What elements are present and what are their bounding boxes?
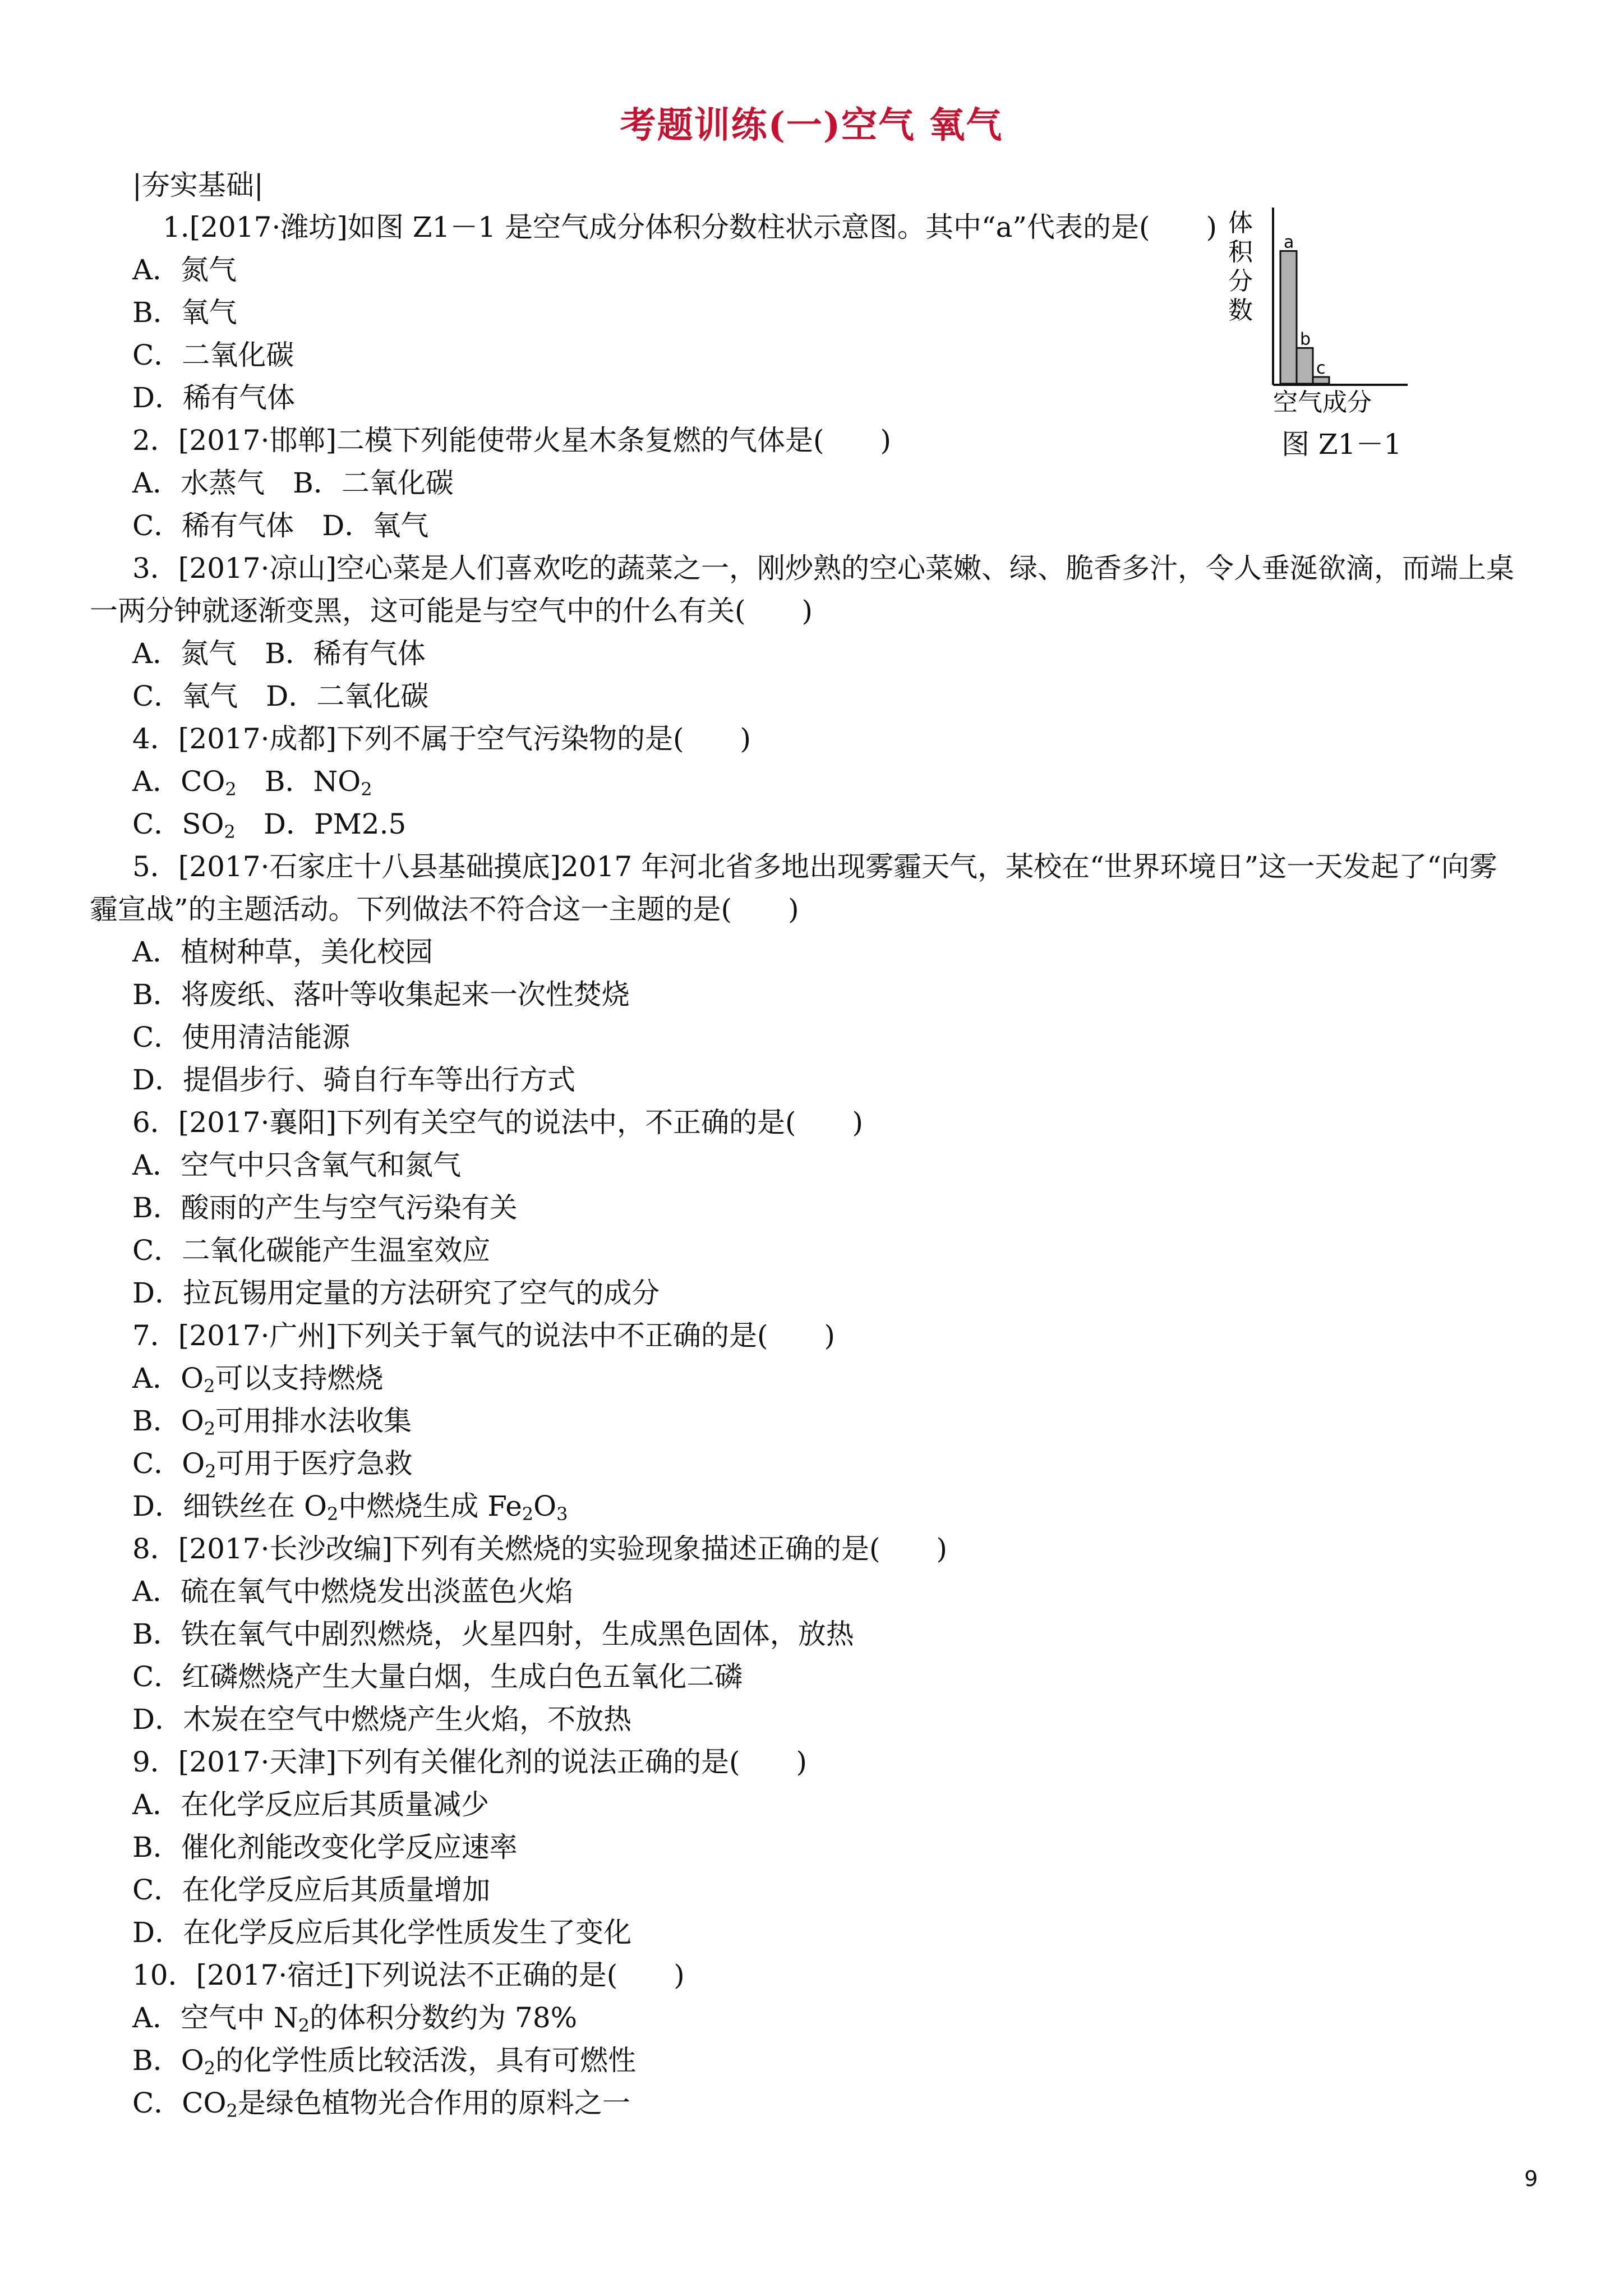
question-1-option-a: A．氮气 xyxy=(132,254,237,286)
question-5-option-a: A．植树种草，美化校园 xyxy=(132,936,434,968)
question-7-option-b: B．$O_2$可用排水法收集 xyxy=(132,1405,412,1439)
question-4-options-ab: A．$CO_2$ B．$NO_2$ xyxy=(132,765,372,800)
chart-bar-label-b: b xyxy=(1300,329,1311,349)
question-2-options-ab: A．水蒸气 B．二氧化碳 xyxy=(132,467,454,499)
question-2-options-cd: C．稀有气体 D．氧气 xyxy=(132,509,429,542)
question-1-option-b: B．氧气 xyxy=(132,296,237,329)
chart-ylabel xyxy=(1228,209,1253,325)
question-6-option-b: B．酸雨的产生与空气污染有关 xyxy=(132,1191,518,1224)
question-3-stem-line-1: 3．[2017·凉山]空心菜是人们喜欢吃的蔬菜之一，刚炒熟的空心菜嫩、绿、脆香多汁，令人垂涎欲滴，而端上桌 xyxy=(132,552,1514,585)
question-1-option-d: D．稀有气体 xyxy=(132,381,296,414)
question-9-option-b: B．催化剂能改变化学反应速率 xyxy=(132,1831,518,1864)
question-8-option-d: D．木炭在空气中燃烧产生火焰，不放热 xyxy=(132,1703,632,1736)
question-7-option-a: A．$O_2$可以支持燃烧 xyxy=(132,1362,384,1397)
question-8-option-b: B．铁在氧气中剧烈燃烧，火星四射，生成黑色固体，放热 xyxy=(132,1618,854,1650)
question-10-stem: 10．[2017·宿迁]下列说法不正确的是( ) xyxy=(132,1959,685,1991)
chart-ylabel-char: 体 xyxy=(1228,209,1253,237)
page-title: 考题训练(一)空气 氧气 xyxy=(620,104,1003,146)
chart-bar-a xyxy=(1280,251,1297,384)
page-number: 9 xyxy=(1524,2166,1538,2191)
question-10-option-b: B．$O_2$的化学性质比较活泼，具有可燃性 xyxy=(132,2044,637,2079)
question-5-stem-line-1: 5．[2017·石家庄十八县基础摸底]2017 年河北省多地出现雾霾天气，某校在“世界环境日”这一天发起了“向雾 xyxy=(132,850,1497,883)
question-8-option-a: A．硫在氧气中燃烧发出淡蓝色火焰 xyxy=(132,1575,574,1608)
chart-bar-label-c: c xyxy=(1316,358,1326,378)
question-3-options-cd: C．氧气 D．二氧化碳 xyxy=(132,680,429,712)
question-9-option-c: C．在化学反应后其质量增加 xyxy=(132,1874,491,1906)
air-composition-bar-chart xyxy=(1223,208,1413,415)
chart-ylabel-char: 积 xyxy=(1228,238,1253,266)
question-10-option-c: C．$CO_2$是绿色植物光合作用的原料之一 xyxy=(132,2087,630,2122)
chart-ylabel-char: 分 xyxy=(1228,267,1253,296)
chart-ylabel-char: 数 xyxy=(1228,296,1253,325)
question-6-option-d: D．拉瓦锡用定量的方法研究了空气的成分 xyxy=(132,1277,660,1309)
chart-bar-b xyxy=(1297,348,1313,384)
question-8-stem: 8．[2017·长沙改编]下列有关燃烧的实验现象描述正确的是( ) xyxy=(132,1533,947,1565)
question-7-option-d: D．细铁丝在 $O_2$中燃烧生成 $Fe_2O_3$ xyxy=(132,1490,568,1525)
question-5-option-d: D．提倡步行、骑自行车等出行方式 xyxy=(132,1064,576,1096)
question-3-options-ab: A．氮气 B．稀有气体 xyxy=(132,637,426,670)
chart-bar-label-a: a xyxy=(1284,232,1294,252)
question-4-stem: 4．[2017·成都]下列不属于空气污染物的是( ) xyxy=(132,723,751,755)
question-6-stem: 6．[2017·襄阳]下列有关空气的说法中，不正确的是( ) xyxy=(132,1106,863,1139)
question-6-option-a: A．空气中只含氧气和氮气 xyxy=(132,1149,462,1181)
chart-xlabel: 空气成分 xyxy=(1273,388,1372,415)
question-10-option-a: A．空气中 $N_2$的体积分数约为 78% xyxy=(132,2001,578,2036)
question-6-option-c: C．二氧化碳能产生温室效应 xyxy=(132,1234,491,1267)
question-7-option-c: C．$O_2$可用于医疗急救 xyxy=(132,1447,413,1482)
question-7-stem: 7．[2017·广州]下列关于氧气的说法中不正确的是( ) xyxy=(132,1319,835,1352)
figure-caption: 图 Z1－1 xyxy=(1281,428,1402,461)
question-5-option-b: B．将废纸、落叶等收集起来一次性焚烧 xyxy=(132,978,630,1011)
section-heading: |夯实基础| xyxy=(132,169,264,201)
question-2-stem: 2．[2017·邯郸]二模下列能使带火星木条复燃的气体是( ) xyxy=(132,424,891,457)
question-3-stem-line-2: 一两分钟就逐渐变黑，这可能是与空气中的什么有关( ) xyxy=(90,595,813,627)
question-5-stem-line-2: 霾宣战”的主题活动。下列做法不符合这一主题的是( ) xyxy=(90,893,799,926)
question-4-options-cd: C．$SO_2$ D．PM2.5 xyxy=(132,808,407,843)
question-1-stem: 1.[2017·潍坊]如图 Z1－1 是空气成分体积分数柱状示意图。其中“a”代表的是( ) xyxy=(163,211,1217,243)
question-1-option-c: C．二氧化碳 xyxy=(132,339,294,371)
question-8-option-c: C．红磷燃烧产生大量白烟，生成白色五氧化二磷 xyxy=(132,1660,743,1693)
question-5-option-c: C．使用清洁能源 xyxy=(132,1021,351,1053)
question-9-stem: 9．[2017·天津]下列有关催化剂的说法正确的是( ) xyxy=(132,1746,807,1778)
question-9-option-a: A．在化学反应后其质量减少 xyxy=(132,1788,490,1821)
question-9-option-d: D．在化学反应后其化学性质发生了变化 xyxy=(132,1916,632,1949)
